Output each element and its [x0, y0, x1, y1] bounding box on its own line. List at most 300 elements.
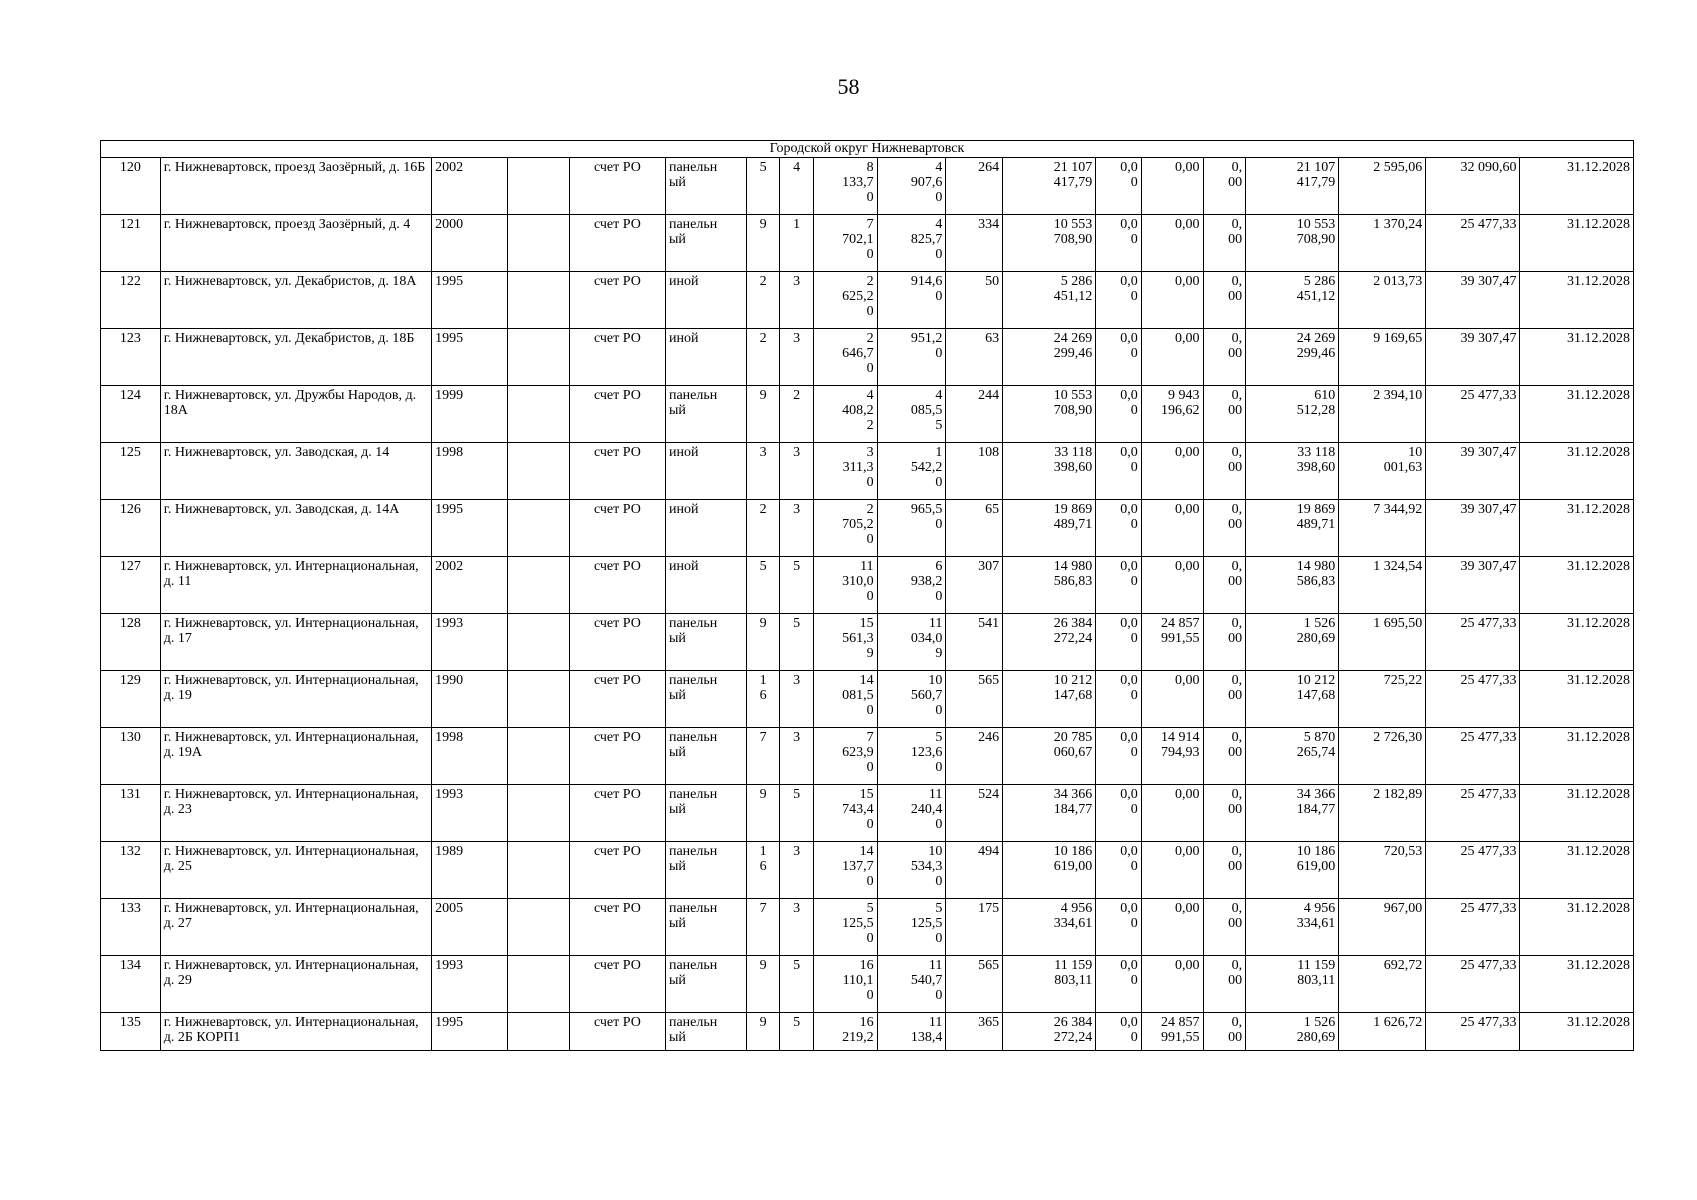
address-cell-text: г. Нижневартовск, ул. Интернациональная, д. 29: [163, 958, 419, 988]
address-cell: [160, 1013, 431, 1051]
row-number-cell: [101, 557, 161, 614]
limit-cost-cell-text: 25 477,33: [1460, 673, 1517, 688]
living-area-cell: [877, 215, 946, 272]
unit-cost-cell-text: 2 394,10: [1373, 388, 1423, 403]
address-cell: [160, 671, 431, 728]
unit-cost-cell-text: 7 344,92: [1373, 502, 1423, 517]
year-built-cell: [432, 443, 508, 500]
living-area-cell-text: 11 240,4 0: [910, 787, 943, 832]
residents-cell-text: 175: [978, 901, 1000, 916]
fund-method-cell-text: счет РО: [593, 730, 641, 745]
total-area-cell-text: 16 110,1 0: [842, 958, 874, 1003]
limit-cost-cell: [1426, 272, 1520, 329]
total-area-cell: [813, 842, 877, 899]
entrances-cell-text: 3: [793, 901, 801, 916]
local-fund-cell-text: 0, 00: [1228, 274, 1243, 304]
fund-method-cell-text: счет РО: [593, 388, 641, 403]
federal-fund-cell: [1096, 728, 1142, 785]
page-number: 58: [837, 74, 860, 99]
fund-method-cell: [569, 1013, 665, 1051]
address-cell: [160, 215, 431, 272]
row-number-cell: [101, 614, 161, 671]
regional-fund-cell-text: 24 857 991,55: [1161, 1015, 1200, 1045]
floors-cell: [746, 1013, 779, 1051]
wall-material-cell-text: иной: [668, 445, 699, 460]
total-cost-cell-text: 26 384 272,24: [1053, 1015, 1093, 1045]
local-fund-cell: [1203, 329, 1246, 386]
owners-fund-cell-text: 21 107 417,79: [1296, 160, 1336, 190]
address-cell: [160, 500, 431, 557]
row-number-cell-text: 130: [119, 730, 141, 745]
living-area-cell: [877, 899, 946, 956]
table-row: [101, 272, 1634, 329]
deadline-cell-text: 31.12.2028: [1567, 445, 1630, 460]
regional-fund-cell: [1141, 557, 1203, 614]
regional-fund-cell-text: 14 914 794,93: [1161, 730, 1200, 760]
wall-material-cell-text: панельн ый: [668, 388, 718, 418]
address-cell-text: г. Нижневартовск, ул. Интернациональная, д. 19: [163, 673, 419, 703]
row-number-cell: [101, 500, 161, 557]
total-area-cell: [813, 785, 877, 842]
total-cost-cell: [1003, 500, 1096, 557]
owners-fund-cell-text: 10 553 708,90: [1296, 217, 1336, 247]
unit-cost-cell: [1339, 329, 1426, 386]
empty-cell: [508, 443, 570, 500]
residents-cell: [946, 728, 1003, 785]
entrances-cell: [780, 443, 813, 500]
residents-cell: [946, 215, 1003, 272]
year-built-cell-text: 2002: [435, 160, 464, 175]
local-fund-cell-text: 0, 00: [1228, 1015, 1243, 1045]
fund-method-cell: [569, 272, 665, 329]
wall-material-cell-text: панельн ый: [668, 901, 718, 931]
local-fund-cell-text: 0, 00: [1228, 730, 1243, 760]
total-cost-cell-text: 20 785 060,67: [1053, 730, 1093, 760]
wall-material-cell: [665, 386, 746, 443]
entrances-cell-text: 3: [793, 673, 801, 688]
fund-method-cell: [569, 614, 665, 671]
living-area-cell: [877, 1013, 946, 1051]
federal-fund-cell: [1096, 443, 1142, 500]
total-area-cell: [813, 899, 877, 956]
total-area-cell: [813, 215, 877, 272]
federal-fund-cell: [1096, 956, 1142, 1013]
entrances-cell: [780, 158, 813, 215]
deadline-cell: [1520, 443, 1634, 500]
living-area-cell-text: 6 938,2 0: [910, 559, 943, 604]
deadline-cell: [1520, 386, 1634, 443]
unit-cost-cell-text: 1 370,24: [1373, 217, 1423, 232]
floors-cell-text: 9: [759, 958, 767, 973]
local-fund-cell-text: 0, 00: [1228, 616, 1243, 646]
row-number-cell-text: 132: [119, 844, 141, 859]
address-cell-text: г. Нижневартовск, ул. Интернациональная, д. 17: [163, 616, 419, 646]
address-cell: [160, 386, 431, 443]
limit-cost-cell: [1426, 215, 1520, 272]
residents-cell-text: 541: [978, 616, 1000, 631]
living-area-cell: [877, 500, 946, 557]
total-cost-cell: [1003, 899, 1096, 956]
year-built-cell-text: 1998: [435, 445, 464, 460]
floors-cell: [746, 557, 779, 614]
wall-material-cell-text: панельн ый: [668, 673, 718, 703]
regional-fund-cell: [1141, 614, 1203, 671]
unit-cost-cell: [1339, 272, 1426, 329]
row-number-cell: [101, 842, 161, 899]
deadline-cell-text: 31.12.2028: [1567, 274, 1630, 289]
regional-fund-cell: [1141, 785, 1203, 842]
year-built-cell: [432, 785, 508, 842]
regional-fund-cell-text: 24 857 991,55: [1161, 616, 1200, 646]
address-cell-text: г. Нижневартовск, ул. Декабристов, д. 18А: [163, 274, 417, 289]
entrances-cell-text: 3: [793, 274, 801, 289]
regional-fund-cell-text: 0,00: [1175, 502, 1200, 517]
limit-cost-cell: [1426, 785, 1520, 842]
federal-fund-cell-text: 0,0 0: [1120, 274, 1138, 304]
table-row: [101, 329, 1634, 386]
floors-cell-text: 3: [759, 445, 767, 460]
regional-fund-cell: [1141, 329, 1203, 386]
year-built-cell-text: 1999: [435, 388, 464, 403]
row-number-cell-text: 128: [119, 616, 141, 631]
entrances-cell-text: 3: [793, 502, 801, 517]
address-cell: [160, 329, 431, 386]
federal-fund-cell: [1096, 329, 1142, 386]
local-fund-cell: [1203, 443, 1246, 500]
total-cost-cell-text: 10 212 147,68: [1053, 673, 1093, 703]
limit-cost-cell-text: 39 307,47: [1460, 331, 1517, 346]
owners-fund-cell-text: 34 366 184,77: [1296, 787, 1336, 817]
floors-cell: [746, 785, 779, 842]
owners-fund-cell-text: 24 269 299,46: [1296, 331, 1336, 361]
entrances-cell: [780, 386, 813, 443]
entrances-cell-text: 1: [793, 217, 801, 232]
owners-fund-cell: [1246, 614, 1339, 671]
federal-fund-cell-text: 0,0 0: [1120, 730, 1138, 760]
federal-fund-cell-text: 0,0 0: [1120, 844, 1138, 874]
entrances-cell-text: 3: [793, 331, 801, 346]
local-fund-cell: [1203, 614, 1246, 671]
entrances-cell: [780, 1013, 813, 1051]
local-fund-cell: [1203, 557, 1246, 614]
residents-cell: [946, 158, 1003, 215]
total-cost-cell: [1003, 956, 1096, 1013]
total-cost-cell: [1003, 329, 1096, 386]
owners-fund-cell-text: 610 512,28: [1296, 388, 1336, 418]
total-area-cell: [813, 329, 877, 386]
wall-material-cell-text: панельн ый: [668, 160, 718, 190]
deadline-cell-text: 31.12.2028: [1567, 160, 1630, 175]
address-cell: [160, 272, 431, 329]
fund-method-cell: [569, 842, 665, 899]
floors-cell: [746, 899, 779, 956]
table-row: [101, 386, 1634, 443]
entrances-cell-text: 4: [793, 160, 801, 175]
floors-cell: [746, 386, 779, 443]
deadline-cell: [1520, 215, 1634, 272]
local-fund-cell-text: 0, 00: [1228, 901, 1243, 931]
row-number-cell: [101, 272, 161, 329]
floors-cell-text: 7: [759, 901, 767, 916]
total-cost-cell-text: 4 956 334,61: [1053, 901, 1093, 931]
unit-cost-cell-text: 1 695,50: [1373, 616, 1423, 631]
limit-cost-cell-text: 25 477,33: [1460, 844, 1517, 859]
floors-cell-text: 9: [759, 1015, 767, 1030]
owners-fund-cell-text: 10 212 147,68: [1296, 673, 1336, 703]
empty-cell: [508, 956, 570, 1013]
total-cost-cell-text: 19 869 489,71: [1053, 502, 1093, 532]
residents-cell-text: 264: [978, 160, 1000, 175]
unit-cost-cell-text: 2 182,89: [1373, 787, 1423, 802]
floors-cell-text: 9: [759, 616, 767, 631]
row-number-cell-text: 127: [119, 559, 141, 574]
housing-registry-table: [100, 140, 1634, 1051]
total-cost-cell: [1003, 1013, 1096, 1051]
unit-cost-cell-text: 967,00: [1383, 901, 1423, 916]
total-area-cell: [813, 956, 877, 1013]
wall-material-cell-text: панельн ый: [668, 616, 718, 646]
local-fund-cell-text: 0, 00: [1228, 958, 1243, 988]
section-header-row: [101, 141, 1634, 158]
address-cell-text: г. Нижневартовск, ул. Интернациональная, д. 23: [163, 787, 419, 817]
regional-fund-cell: [1141, 443, 1203, 500]
regional-fund-cell: [1141, 500, 1203, 557]
entrances-cell: [780, 728, 813, 785]
year-built-cell: [432, 899, 508, 956]
regional-fund-cell-text: 0,00: [1175, 331, 1200, 346]
residents-cell: [946, 443, 1003, 500]
local-fund-cell: [1203, 386, 1246, 443]
owners-fund-cell: [1246, 386, 1339, 443]
entrances-cell: [780, 899, 813, 956]
limit-cost-cell-text: 25 477,33: [1460, 1015, 1517, 1030]
fund-method-cell: [569, 671, 665, 728]
total-cost-cell: [1003, 614, 1096, 671]
deadline-cell-text: 31.12.2028: [1567, 673, 1630, 688]
regional-fund-cell-text: 0,00: [1175, 445, 1200, 460]
wall-material-cell: [665, 215, 746, 272]
deadline-cell-text: 31.12.2028: [1567, 502, 1630, 517]
total-area-cell: [813, 272, 877, 329]
floors-cell: [746, 272, 779, 329]
regional-fund-cell: [1141, 272, 1203, 329]
owners-fund-cell: [1246, 557, 1339, 614]
total-area-cell: [813, 386, 877, 443]
total-area-cell: [813, 671, 877, 728]
owners-fund-cell: [1246, 671, 1339, 728]
row-number-cell: [101, 158, 161, 215]
residents-cell: [946, 386, 1003, 443]
deadline-cell: [1520, 500, 1634, 557]
deadline-cell-text: 31.12.2028: [1567, 331, 1630, 346]
living-area-cell: [877, 557, 946, 614]
local-fund-cell: [1203, 899, 1246, 956]
empty-cell: [508, 671, 570, 728]
row-number-cell-text: 126: [119, 502, 141, 517]
limit-cost-cell-text: 39 307,47: [1460, 274, 1517, 289]
total-area-cell-text: 7 623,9 0: [842, 730, 874, 775]
residents-cell-text: 307: [978, 559, 1000, 574]
fund-method-cell: [569, 215, 665, 272]
limit-cost-cell-text: 25 477,33: [1460, 901, 1517, 916]
owners-fund-cell: [1246, 443, 1339, 500]
limit-cost-cell-text: 25 477,33: [1460, 388, 1517, 403]
total-area-cell-text: 8 133,7 0: [842, 160, 874, 205]
limit-cost-cell-text: 25 477,33: [1460, 217, 1517, 232]
federal-fund-cell-text: 0,0 0: [1120, 445, 1138, 475]
empty-cell: [508, 842, 570, 899]
living-area-cell: [877, 842, 946, 899]
row-number-cell-text: 124: [119, 388, 141, 403]
owners-fund-cell: [1246, 329, 1339, 386]
unit-cost-cell-text: 720,53: [1383, 844, 1423, 859]
federal-fund-cell: [1096, 215, 1142, 272]
floors-cell: [746, 443, 779, 500]
wall-material-cell: [665, 272, 746, 329]
fund-method-cell: [569, 728, 665, 785]
owners-fund-cell: [1246, 728, 1339, 785]
local-fund-cell-text: 0, 00: [1228, 502, 1243, 532]
entrances-cell-text: 3: [793, 844, 801, 859]
total-cost-cell: [1003, 785, 1096, 842]
empty-cell: [508, 500, 570, 557]
federal-fund-cell-text: 0,0 0: [1120, 616, 1138, 646]
unit-cost-cell-text: 1 626,72: [1373, 1015, 1423, 1030]
unit-cost-cell-text: 2 595,06: [1373, 160, 1423, 175]
deadline-cell: [1520, 1013, 1634, 1051]
floors-cell-text: 5: [759, 160, 767, 175]
local-fund-cell: [1203, 956, 1246, 1013]
limit-cost-cell-text: 25 477,33: [1460, 616, 1517, 631]
regional-fund-cell: [1141, 842, 1203, 899]
table-row: [101, 1013, 1634, 1051]
living-area-cell-text: 914,6 0: [910, 274, 943, 304]
local-fund-cell: [1203, 215, 1246, 272]
deadline-cell: [1520, 785, 1634, 842]
owners-fund-cell: [1246, 1013, 1339, 1051]
living-area-cell-text: 11 138,4: [910, 1015, 943, 1045]
living-area-cell-text: 11 034,0 9: [910, 616, 943, 661]
floors-cell-text: 1 6: [759, 844, 767, 874]
living-area-cell: [877, 386, 946, 443]
deadline-cell: [1520, 158, 1634, 215]
living-area-cell-text: 4 085,5 5: [910, 388, 943, 433]
deadline-cell-text: 31.12.2028: [1567, 787, 1630, 802]
residents-cell: [946, 671, 1003, 728]
row-number-cell: [101, 785, 161, 842]
local-fund-cell-text: 0, 00: [1228, 217, 1243, 247]
residents-cell-text: 63: [985, 331, 1000, 346]
row-number-cell-text: 125: [119, 445, 141, 460]
local-fund-cell: [1203, 272, 1246, 329]
living-area-cell-text: 951,2 0: [910, 331, 943, 361]
owners-fund-cell: [1246, 785, 1339, 842]
federal-fund-cell: [1096, 158, 1142, 215]
entrances-cell: [780, 614, 813, 671]
floors-cell: [746, 500, 779, 557]
regional-fund-cell-text: 9 943 196,62: [1161, 388, 1200, 418]
fund-method-cell: [569, 557, 665, 614]
federal-fund-cell: [1096, 614, 1142, 671]
deadline-cell: [1520, 899, 1634, 956]
wall-material-cell: [665, 329, 746, 386]
table-row: [101, 215, 1634, 272]
deadline-cell: [1520, 329, 1634, 386]
owners-fund-cell-text: 10 186 619,00: [1296, 844, 1336, 874]
year-built-cell: [432, 671, 508, 728]
table-row: [101, 158, 1634, 215]
total-area-cell: [813, 614, 877, 671]
regional-fund-cell: [1141, 1013, 1203, 1051]
limit-cost-cell: [1426, 956, 1520, 1013]
fund-method-cell-text: счет РО: [593, 502, 641, 517]
fund-method-cell: [569, 329, 665, 386]
address-cell-text: г. Нижневартовск, ул. Заводская, д. 14А: [163, 502, 400, 517]
local-fund-cell: [1203, 158, 1246, 215]
fund-method-cell-text: счет РО: [593, 559, 641, 574]
total-cost-cell: [1003, 728, 1096, 785]
entrances-cell: [780, 500, 813, 557]
floors-cell-text: 7: [759, 730, 767, 745]
address-cell-text: г. Нижневартовск, ул. Дружбы Народов, д. 18А: [163, 388, 417, 418]
row-number-cell-text: 121: [119, 217, 141, 232]
address-cell: [160, 956, 431, 1013]
total-area-cell-text: 15 561,3 9: [842, 616, 874, 661]
floors-cell-text: 9: [759, 388, 767, 403]
wall-material-cell-text: панельн ый: [668, 958, 718, 988]
living-area-cell-text: 1 542,2 0: [910, 445, 943, 490]
unit-cost-cell: [1339, 899, 1426, 956]
federal-fund-cell-text: 0,0 0: [1120, 901, 1138, 931]
total-cost-cell: [1003, 272, 1096, 329]
total-cost-cell-text: 10 186 619,00: [1053, 844, 1093, 874]
total-area-cell: [813, 728, 877, 785]
deadline-cell: [1520, 557, 1634, 614]
federal-fund-cell-text: 0,0 0: [1120, 559, 1138, 589]
row-number-cell: [101, 899, 161, 956]
total-area-cell-text: 4 408,2 2: [842, 388, 874, 433]
address-cell: [160, 443, 431, 500]
regional-fund-cell-text: 0,00: [1175, 217, 1200, 232]
year-built-cell-text: 2002: [435, 559, 464, 574]
residents-cell: [946, 272, 1003, 329]
year-built-cell-text: 1993: [435, 787, 464, 802]
residents-cell: [946, 956, 1003, 1013]
total-area-cell-text: 3 311,3 0: [842, 445, 874, 490]
residents-cell-text: 244: [978, 388, 1000, 403]
local-fund-cell-text: 0, 00: [1228, 160, 1243, 190]
regional-fund-cell-text: 0,00: [1175, 901, 1200, 916]
address-cell-text: г. Нижневартовск, ул. Интернациональная, д. 19А: [163, 730, 419, 760]
empty-cell: [508, 329, 570, 386]
owners-fund-cell-text: 19 869 489,71: [1296, 502, 1336, 532]
unit-cost-cell: [1339, 386, 1426, 443]
address-cell-text: г. Нижневартовск, проезд Заозёрный, д. 4: [163, 217, 411, 232]
wall-material-cell: [665, 671, 746, 728]
living-area-cell-text: 10 560,7 0: [910, 673, 943, 718]
limit-cost-cell: [1426, 899, 1520, 956]
federal-fund-cell-text: 0,0 0: [1120, 1015, 1138, 1045]
federal-fund-cell: [1096, 785, 1142, 842]
local-fund-cell-text: 0, 00: [1228, 787, 1243, 817]
wall-material-cell-text: панельн ый: [668, 1015, 718, 1045]
empty-cell: [508, 728, 570, 785]
empty-cell: [508, 215, 570, 272]
fund-method-cell: [569, 899, 665, 956]
address-cell: [160, 785, 431, 842]
limit-cost-cell: [1426, 728, 1520, 785]
limit-cost-cell-text: 25 477,33: [1460, 958, 1517, 973]
